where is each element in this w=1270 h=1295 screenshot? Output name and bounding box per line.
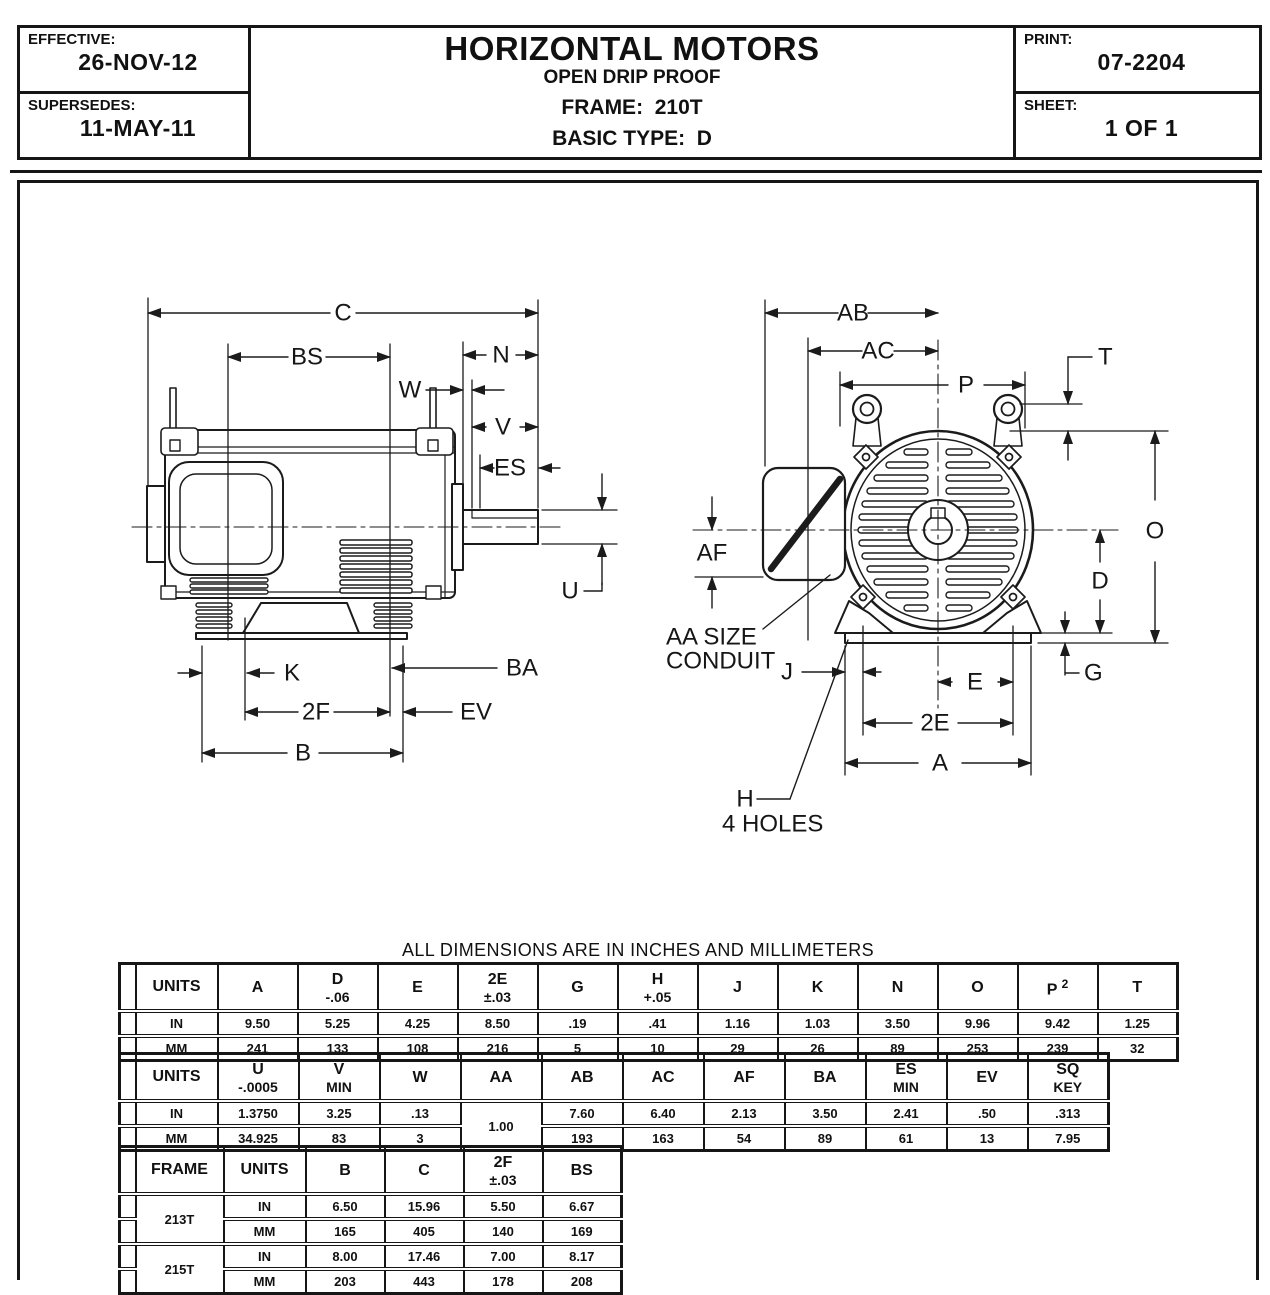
col-header: 2F ±.03 [464,1147,543,1195]
col-header: AA [461,1054,542,1102]
col-header: AB [542,1054,623,1102]
cell: 203 [306,1269,385,1294]
col-header: T [1098,964,1178,1012]
title-box [248,28,1016,157]
spacer-cell [120,1244,136,1269]
spacer-cell [120,964,136,1012]
drawing-frame [17,180,1259,1289]
cell: 241 [218,1036,298,1061]
dimension-table-secondary [118,1052,1110,1152]
col-header-units: UNITS [224,1147,306,1195]
col-header-units: UNITS [136,964,218,1012]
sheet-title: HORIZONTAL MOTORS [444,30,820,67]
cell: 1.25 [1098,1011,1178,1036]
cell: 29 [698,1036,778,1061]
col-header: O [938,964,1018,1012]
col-header: P $^2$ [1018,964,1098,1012]
dim-label-af: AF [696,539,728,567]
cell: 5.50 [464,1194,543,1219]
frame-215t-in-row [120,1244,622,1269]
dim-label-ev: EV [460,698,493,726]
cell: 6.67 [543,1194,622,1219]
title-block [17,25,1262,160]
col-header: BA [785,1054,866,1102]
spacer-cell [120,1219,136,1244]
row-label-mm: MM [224,1269,306,1294]
row-label-mm: MM [136,1126,218,1151]
cell: 5.25 [298,1011,378,1036]
cell: 1.03 [778,1011,858,1036]
supersedes-label: SUPERSEDES: [28,97,136,114]
col-header: SQ KEY [1028,1054,1109,1102]
dim-label-n: N [492,341,510,369]
vent-fins [340,540,412,593]
table-header-row [120,1054,1109,1102]
cell: 1.3750 [218,1101,299,1126]
cell: 8.17 [543,1244,622,1269]
side-view [147,388,538,639]
cell: 61 [866,1126,947,1151]
cell: 89 [858,1036,938,1061]
cell: 9.42 [1018,1011,1098,1036]
row-label-mm: MM [224,1219,306,1244]
dim-label-d: D [1091,567,1109,595]
dim-label-j: J [781,658,793,686]
cell: 7.95 [1028,1126,1109,1151]
dim-label-t: T [1098,343,1113,371]
col-header: K [778,964,858,1012]
effective-cell [20,28,248,94]
cell: 10 [618,1036,698,1061]
dim-label-p: P [957,371,975,399]
sheet-subtitle: OPEN DRIP PROOF [543,66,721,88]
cell: 133 [298,1036,378,1061]
cell: 208 [543,1269,622,1294]
row-label-in: IN [224,1244,306,1269]
cell: .41 [618,1011,698,1036]
dim-label-h: H [736,785,754,813]
dim-label-u: U [561,577,579,605]
cell: 169 [543,1219,622,1244]
dim-label-2f: 2F [301,698,331,726]
print-box [1016,28,1259,157]
cell: 2.13 [704,1101,785,1126]
spacer-cell [120,1194,136,1219]
col-header: ES MIN [866,1054,947,1102]
col-header-units: UNITS [136,1054,218,1102]
dim-label-es: ES [493,454,527,482]
sheet-number: 1 OF 1 [1104,115,1179,141]
spacer-cell [120,1054,136,1102]
col-header: J [698,964,778,1012]
base-arch [243,603,359,633]
dim-label-e: E [966,668,984,696]
lifting-lug-right [994,395,1022,423]
supersedes-date: 11-MAY-11 [79,115,197,141]
col-header: A [218,964,298,1012]
cell: 443 [385,1269,464,1294]
col-header: D -.06 [298,964,378,1012]
print-cell [1016,28,1259,94]
basic-type-line: BASIC TYPE: D [552,126,712,150]
cell: 165 [306,1219,385,1244]
technical-drawing [20,183,1259,923]
lifting-lug-left [853,395,881,423]
cell: .50 [947,1101,1028,1126]
cell: 7.00 [464,1244,543,1269]
holes-note: 4 HOLES [722,810,824,838]
row-label-in: IN [136,1011,218,1036]
cell: 2.41 [866,1101,947,1126]
dim-label-v: V [494,413,512,441]
dim-label-ba: BA [506,654,539,682]
cell-aa-merged: 1.00 [461,1101,542,1151]
col-header: H +.05 [618,964,698,1012]
col-header: BS [543,1147,622,1195]
col-header: V MIN [299,1054,380,1102]
cell: 9.50 [218,1011,298,1036]
cell: 17.46 [385,1244,464,1269]
dim-label-w: W [398,376,422,404]
supersedes-cell [20,94,248,157]
col-header: AF [704,1054,785,1102]
cell: 3 [380,1126,461,1151]
col-header: U -.0005 [218,1054,299,1102]
cell: 89 [785,1126,866,1151]
cell: 405 [385,1219,464,1244]
cell: 54 [704,1126,785,1151]
units-note: ALL DIMENSIONS ARE IN INCHES AND MILLIMETERS [401,940,875,960]
dim-label-a: A [931,749,949,777]
cell: 9.96 [938,1011,1018,1036]
cell: 253 [938,1036,1018,1061]
table-header-row [120,1147,622,1195]
cell: 6.40 [623,1101,704,1126]
effective-date: 26-NOV-12 [78,49,198,75]
sheet-label: SHEET: [1024,97,1078,114]
cell: 193 [542,1126,623,1151]
spacer-cell [120,1147,136,1195]
cell: 13 [947,1126,1028,1151]
col-header: 2E ±.03 [458,964,538,1012]
cell: 239 [1018,1036,1098,1061]
cell: 178 [464,1269,543,1294]
cell: 1.16 [698,1011,778,1036]
revision-box [20,28,248,157]
dim-label-ac: AC [861,337,895,365]
cell: .313 [1028,1101,1109,1126]
row-label-mm: MM [136,1036,218,1061]
cell: 8.50 [458,1011,538,1036]
conduit-note-line2: CONDUIT [666,647,776,675]
frame-table [118,1145,623,1295]
print-label: PRINT: [1024,31,1073,48]
dim-label-b: B [294,739,312,767]
frame-line: FRAME: 210T [561,95,703,119]
col-header: EV [947,1054,1028,1102]
divider-rule [10,170,1262,173]
col-header-frame: FRAME [136,1147,224,1195]
cell: 216 [458,1036,538,1061]
row-label-in: IN [136,1101,218,1126]
spacer-cell [120,1101,136,1126]
row-label-in: IN [224,1194,306,1219]
cell: 34.925 [218,1126,299,1151]
col-header: W [380,1054,461,1102]
cell: .19 [538,1011,618,1036]
col-header: B [306,1147,385,1195]
col-header: AC [623,1054,704,1102]
cell: 15.96 [385,1194,464,1219]
inches-row [120,1011,1178,1036]
sheet-cell [1016,94,1259,157]
cell: 7.60 [542,1101,623,1126]
inches-row [120,1101,1109,1126]
dimension-table-main [118,962,1179,1062]
cell: 3.50 [858,1011,938,1036]
dim-label-k: K [283,659,301,687]
spacer-cell [120,1011,136,1036]
cell: 140 [464,1219,543,1244]
col-header: C [385,1147,464,1195]
cell: 8.00 [306,1244,385,1269]
frame-cell: 213T [136,1194,224,1244]
spacer-cell [120,1269,136,1294]
cell: 163 [623,1126,704,1151]
cell: 6.50 [306,1194,385,1219]
dim-label-2e: 2E [920,709,950,737]
frame-cell: 215T [136,1244,224,1294]
table-header-row [120,964,1178,1012]
cell: 5 [538,1036,618,1061]
col-header: E [378,964,458,1012]
dim-label-c: C [334,299,352,327]
cell: .13 [380,1101,461,1126]
cell: 4.25 [378,1011,458,1036]
dim-label-g: G [1084,659,1103,687]
end-view [763,395,1041,643]
dim-label-bs: BS [290,343,324,371]
conduit-note-line1: AA SIZE [666,623,757,651]
cell: 3.50 [785,1101,866,1126]
dim-label-ab: AB [836,299,870,327]
cell: 3.25 [299,1101,380,1126]
cell: 83 [299,1126,380,1151]
effective-label: EFFECTIVE: [28,31,116,48]
cell: 108 [378,1036,458,1061]
frame-213t-in-row [120,1194,622,1219]
col-header: G [538,964,618,1012]
print-number: 07-2204 [1097,49,1186,75]
col-header: N [858,964,938,1012]
cell: 26 [778,1036,858,1061]
dim-label-o: O [1145,517,1165,545]
cell: 32 [1098,1036,1178,1061]
